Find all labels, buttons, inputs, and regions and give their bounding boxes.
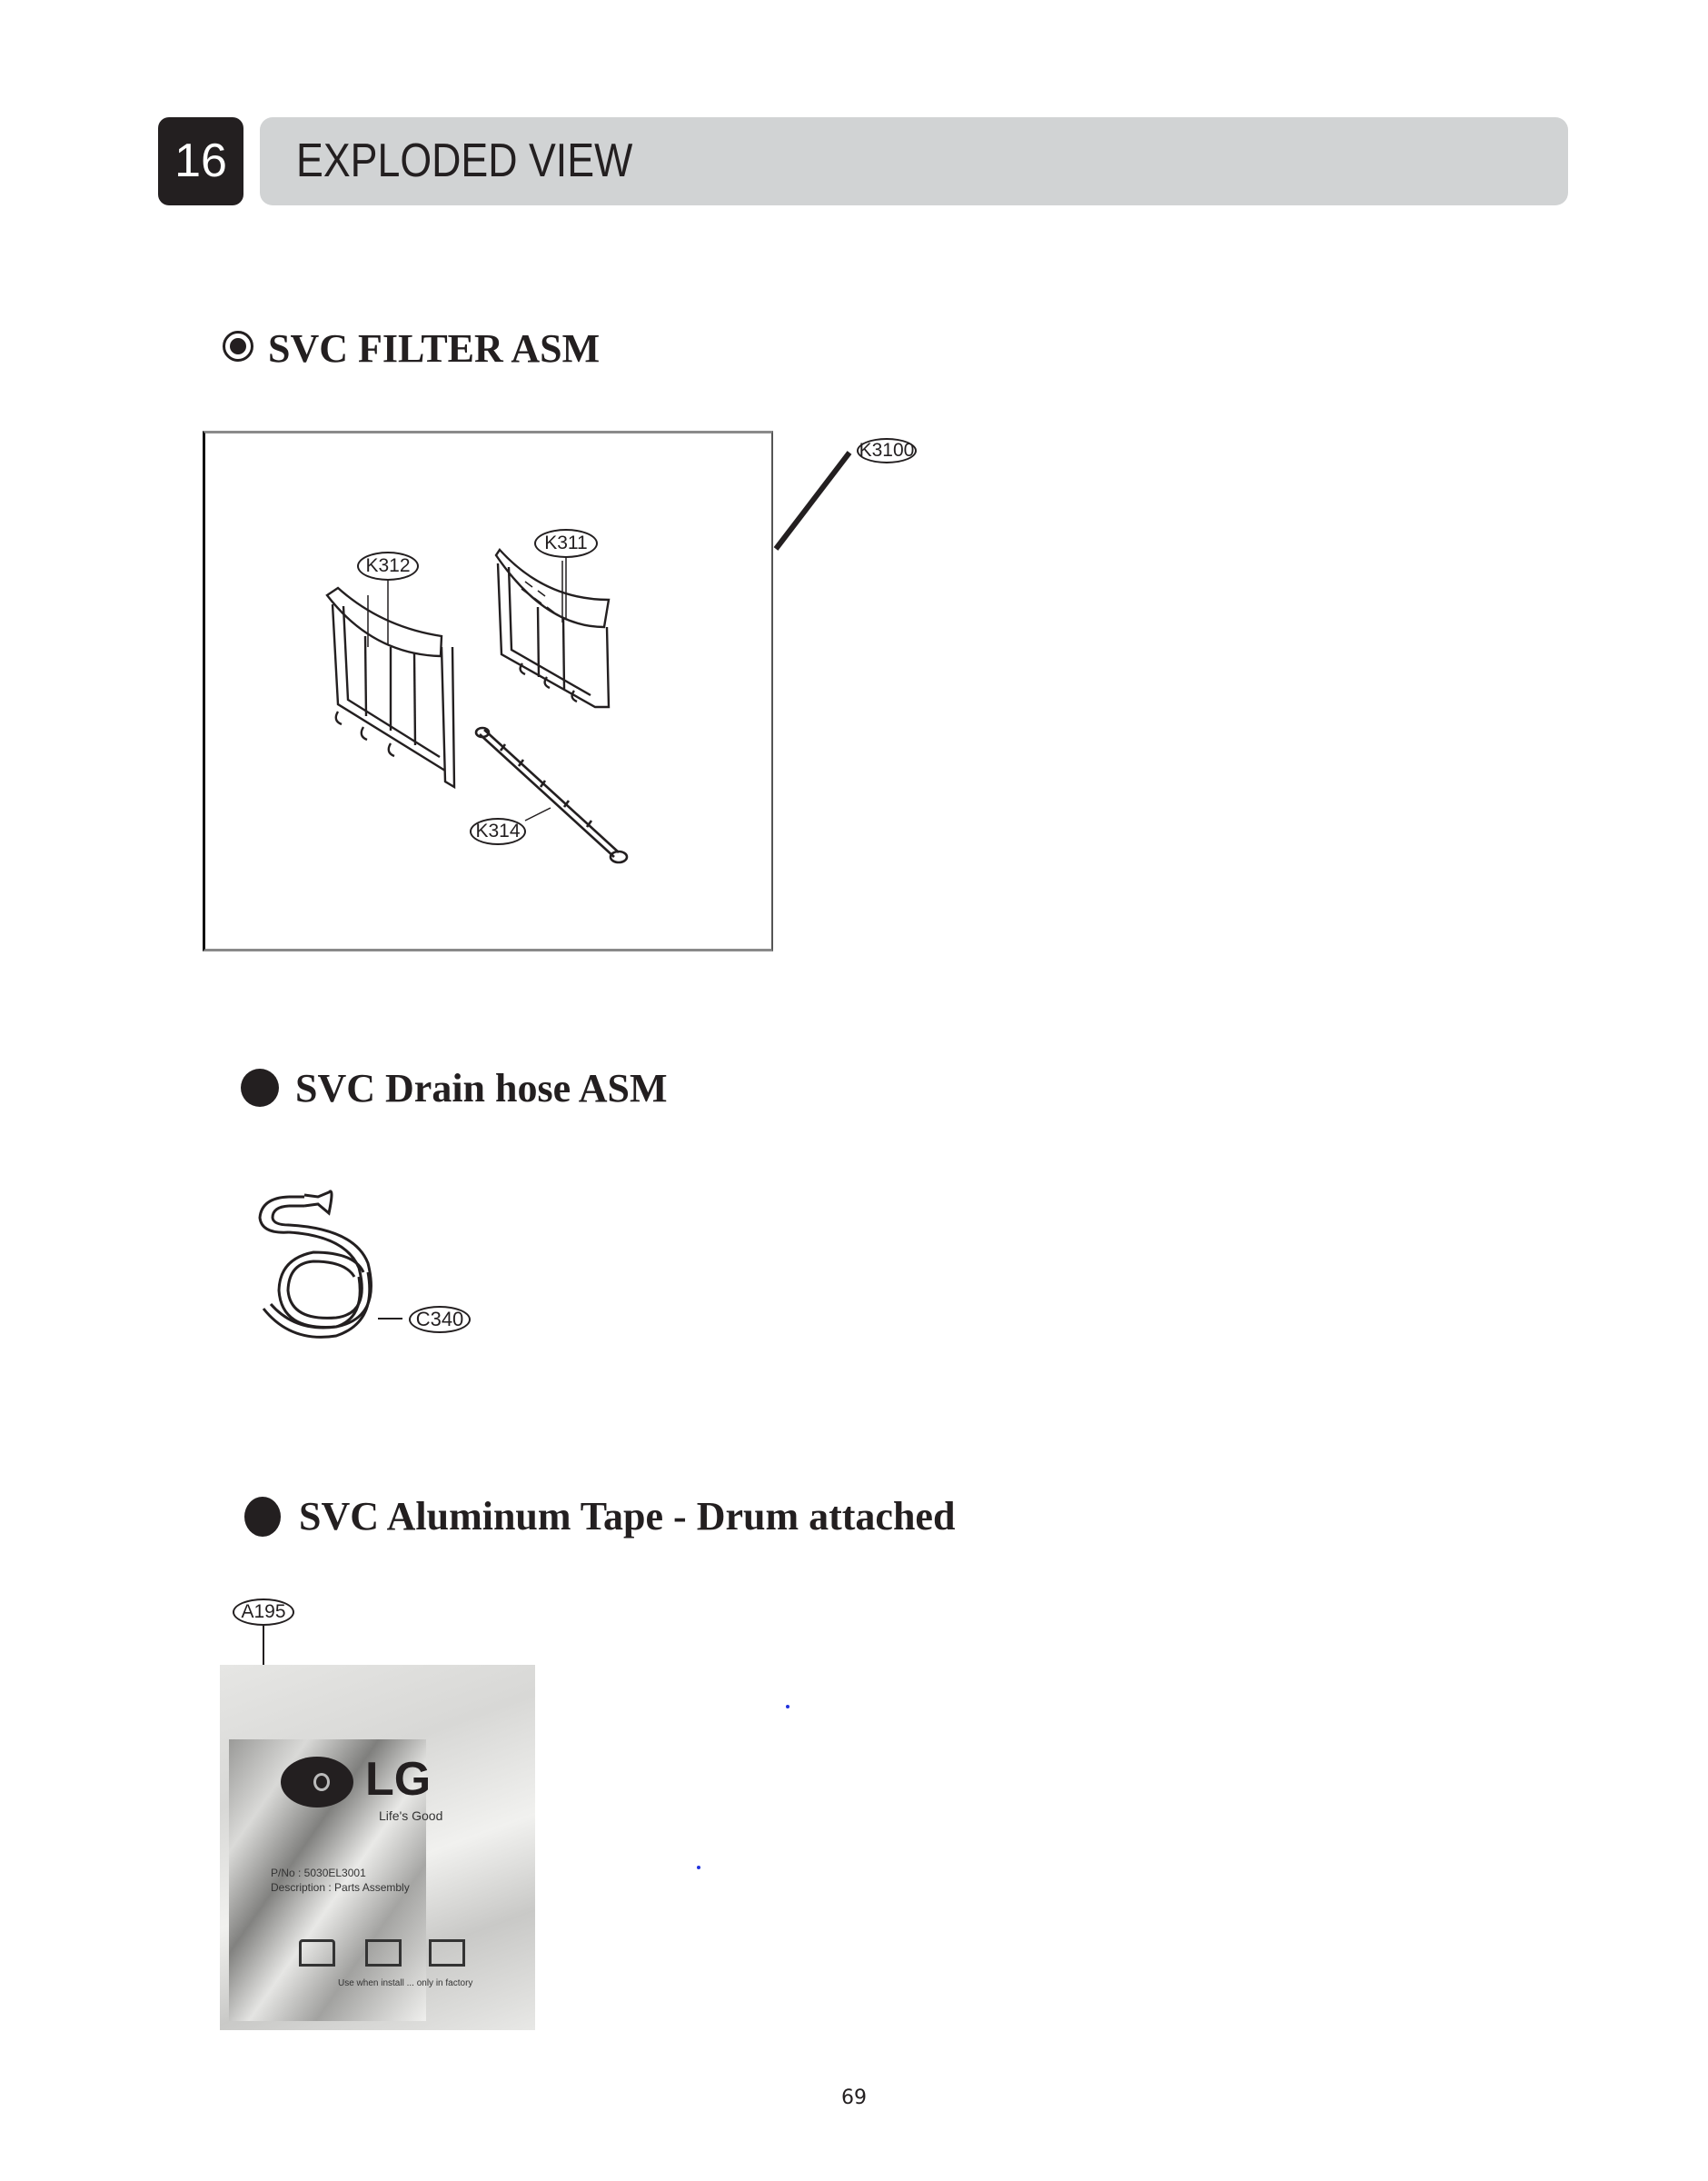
- stray-mark: [786, 1705, 789, 1708]
- filled-circle-bullet-icon: [244, 1497, 281, 1537]
- tagline-text: Life's Good: [379, 1808, 443, 1823]
- callout-k314: K314: [470, 818, 526, 845]
- recycle-icon: [429, 1939, 465, 1967]
- callout-c340: C340: [409, 1306, 471, 1333]
- recycle-icon: [299, 1939, 335, 1967]
- filter-frame-k311-icon: [496, 550, 609, 707]
- page-number: 69: [841, 2086, 867, 2109]
- filled-circle-bullet-icon: [241, 1069, 279, 1107]
- footnote-text: Use when install ... only in factory: [338, 1978, 473, 1988]
- section-heading-text: SVC Drain hose ASM: [295, 1066, 668, 1110]
- filter-asm-diagram: [0, 0, 1708, 1000]
- page-title: EXPLODED VIEW: [296, 134, 633, 187]
- drain-hose-icon: [227, 1163, 500, 1363]
- part-number-text: P/No : 5030EL3001: [271, 1867, 366, 1879]
- section-heading-text: SVC FILTER ASM: [268, 326, 601, 371]
- description-text: Description : Parts Assembly: [271, 1881, 410, 1894]
- filter-frame-k312-icon: [327, 588, 454, 787]
- callout-k311: K311: [534, 529, 598, 558]
- stray-mark: [697, 1866, 700, 1869]
- callout-a195: A195: [233, 1598, 294, 1626]
- section-heading-text: SVC Aluminum Tape - Drum attached: [299, 1494, 956, 1539]
- section-number-badge: 16: [158, 117, 243, 205]
- callout-k3100: K3100: [857, 438, 917, 463]
- recycle-icon: [365, 1939, 402, 1967]
- callout-k312: K312: [357, 552, 419, 581]
- brand-text: LG: [365, 1753, 432, 1806]
- callout-leader-line: [263, 1626, 264, 1665]
- aluminum-tape-bag-photo: [220, 1665, 535, 2030]
- assembly-leader-line: [776, 453, 849, 549]
- lg-logo-icon: [281, 1757, 353, 1808]
